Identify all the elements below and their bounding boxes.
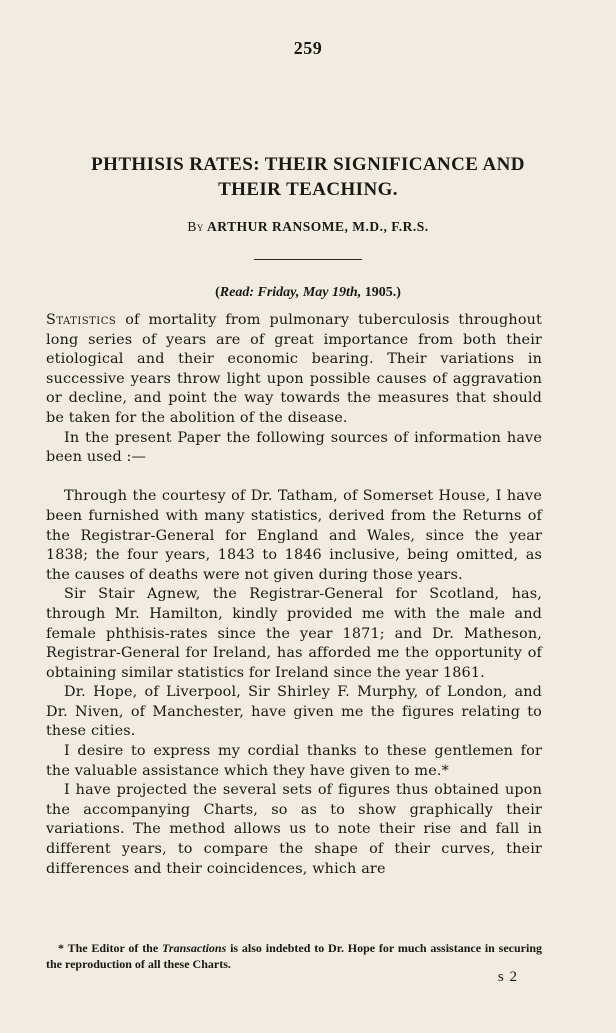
byline-author: ARTHUR RANSOME, M.D., F.R.S. <box>207 219 429 234</box>
read-month: May <box>302 285 329 300</box>
paragraph-3: Through the courtesy of Dr. Tatham, of Somerset House, I have been furnished with many statistics, derived from the Returns of the Registrar-General for England and Wales, since the year 1838; the four years, 1843 to 1846 inclusive, being omitted, as the causes of deaths were not given during those years. <box>46 488 542 583</box>
read-date-line: (Read: Friday, May 19th, 1905.) <box>215 285 401 300</box>
title-line-1: PHTHISIS RATES: THEIR SIGNIFICANCE AND <box>91 154 525 175</box>
byline-by: By <box>187 219 204 234</box>
paragraph-2: In the present Paper the following sources of information have been used :— <box>46 429 542 466</box>
read-day: Friday, <box>257 285 300 300</box>
read-date: 19th, <box>332 285 362 300</box>
byline <box>0 219 616 235</box>
paragraph-1-lead: Statistics <box>46 312 117 328</box>
read-year: 1905.) <box>364 285 401 300</box>
read-label: Read: <box>219 285 254 300</box>
paragraph-5: Dr. Hope, of Liverpool, Sir Shirley F. Murphy, of London, and Dr. Niven, of Manchester, have given me the figures relating to these cities. <box>46 684 542 740</box>
paragraph-4: Sir Stair Agnew, the Registrar-General for Scotland, has, through Mr. Hamilton, kindly provided me with the male and female phthisis-rates since the year 1871; and Dr. Matheson, Registrar-General for Ireland, has afforded me the opportunity of obtaining similar statistics for Ireland since the year 1861. <box>46 586 542 681</box>
paragraph-1 <box>46 311 542 429</box>
footnote-journal: Transactions <box>162 941 227 955</box>
page-number: 259 <box>293 38 323 58</box>
footnote <box>46 940 542 972</box>
paragraph-6: I desire to express my cordial thanks to these gentlemen for the valuable assistance which they have given to me.* <box>46 743 542 779</box>
signature-mark: s 2 <box>497 969 518 985</box>
separator-rule <box>254 259 362 260</box>
title-line-2: THEIR TEACHING. <box>218 179 398 200</box>
paragraph-7: I have projected the several sets of figures thus obtained upon the accompanying Charts, so as to show graphically their variations. The method allows us to note their rise and fall in different years, to compare the shape of their curves, their differences and their coincidences, which are <box>46 782 542 877</box>
footnote-post: is also indebted to Dr. Hope for much assistance in securing the reproduction of all these Charts. <box>46 941 542 971</box>
article-title <box>30 152 586 202</box>
body-text <box>46 311 542 879</box>
paragraph-1-rest: of mortality from pulmonary tuberculosis throughout long series of years are of great importance from both their etiological and their economic bearing. Their variations in successive years throw light upon possible causes of aggravation or decline, and point the way towards the measures that should be taken for the abolition of the disease. <box>46 312 542 426</box>
footnote-pre: * The Editor of the <box>58 941 163 955</box>
